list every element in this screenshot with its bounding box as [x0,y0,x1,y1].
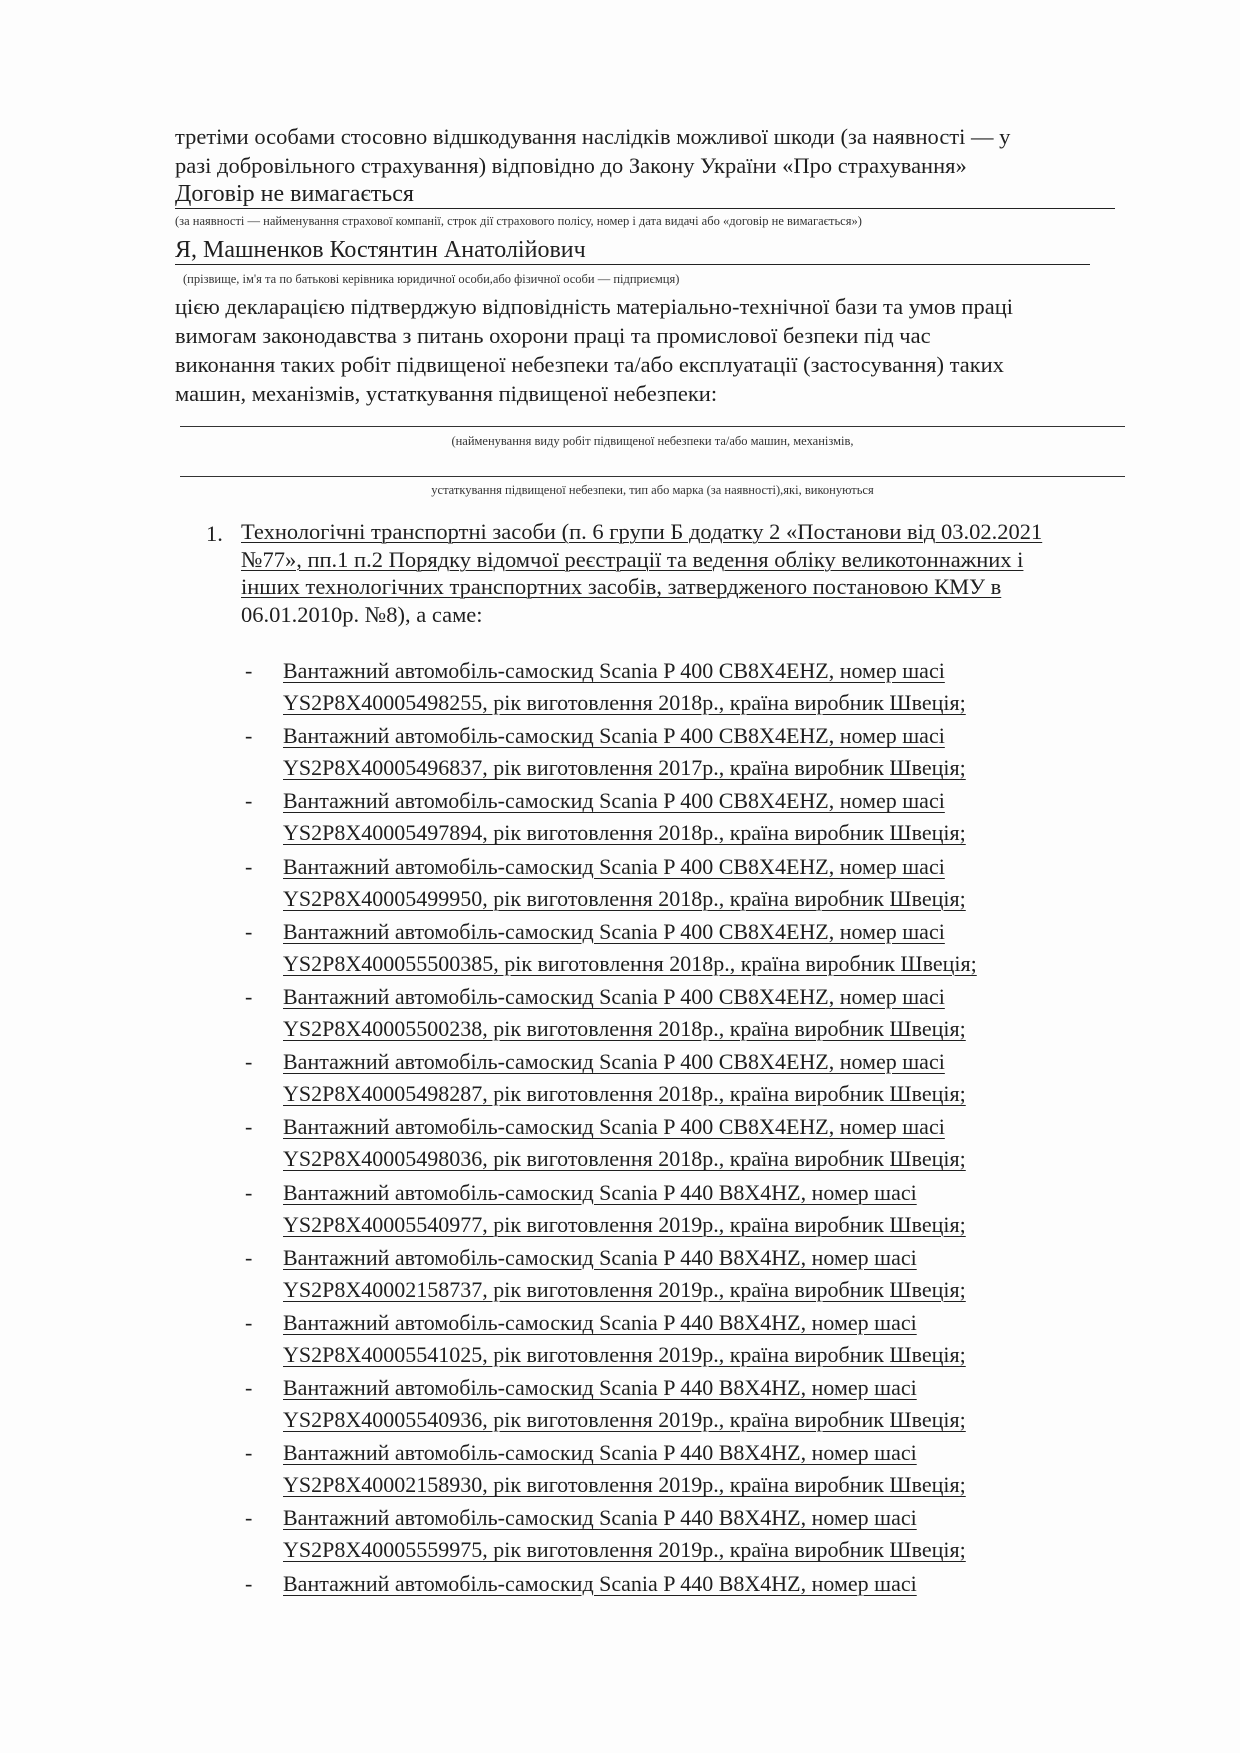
list-number: 1. [206,521,223,546]
insurance-caption: (за наявності — найменування страхової компанії, строк дії страхового полісу, номер і дата видачі або «договір не вимагається») [175,214,862,228]
vehicle-line: Вантажний автомобіль-самоскид Scania P 440 B8X4HZ, номер шасі [283,1505,917,1531]
vehicle-line: YS2P8X40005540936, рік виготовлення 2019р., країна виробник Швеція; [283,1407,966,1433]
declaration-line: виконання таких робіт підвищеної небезпеки та/або експлуатації (застосування) таких [175,352,1004,377]
vehicle-item [245,1502,1145,1567]
equipment-blank-line [180,476,1125,477]
vehicle-line: YS2P8X40002158930, рік виготовлення 2019р., країна виробник Швеція; [283,1472,966,1498]
dash-bullet: - [245,1244,253,1270]
vehicle-item [245,1437,1145,1502]
dash-bullet: - [245,723,253,749]
dash-bullet: - [245,658,253,683]
vehicle-line: YS2P8X40005541025, рік виготовлення 2019р., країна виробник Швеція; [283,1341,966,1367]
vehicle-line: YS2P8X40005497894, рік виготовлення 2018р., країна виробник Швеція; [283,820,966,846]
name-field [175,236,1090,265]
vehicle-line: Вантажний автомобіль-самоскид Scania P 400 CB8X4EHZ, номер шасі [283,918,945,944]
name-value: Я, Машненков Костянтин Анатолійович [175,237,586,263]
vehicle-line: Вантажний автомобіль-самоскид Scania P 400 CB8X4EHZ, номер шасі [283,658,945,683]
equipment-caption: устаткування підвищеної небезпеки, тип або марка (за наявності),які, виконуються [431,483,874,497]
vehicle-item [245,1242,1145,1307]
works-caption: (найменування виду робіт підвищеної небезпеки та/або машин, механізмів, [451,434,854,448]
dash-bullet: - [245,1570,253,1596]
vehicle-line: YS2P8X40005540977, рік виготовлення 2019р., країна виробник Швеція; [283,1211,966,1237]
intro-paragraph [175,122,1115,180]
insurance-value: Договір не вимагається [175,181,414,207]
list-item-text [241,518,1144,628]
dash-bullet: - [245,983,253,1009]
dash-bullet: - [245,853,253,879]
dash-bullet: - [245,788,253,814]
dash-bullet: - [245,1179,253,1205]
dash-bullet: - [245,1309,253,1335]
insurance-field [175,180,1115,209]
dash-bullet: - [245,1049,253,1075]
vehicle-item [245,1568,1145,1633]
vehicle-line: YS2P8X40005499950, рік виготовлення 2018р., країна виробник Швеція; [283,885,966,911]
vehicle-line: Вантажний автомобіль-самоскид Scania P 400 CB8X4EHZ, номер шасі [283,853,945,879]
vehicle-line: YS2P8X40005496837, рік виготовлення 2017р., країна виробник Швеція; [283,755,966,781]
vehicle-line: Вантажний автомобіль-самоскид Scania P 400 CB8X4EHZ, номер шасі [283,1114,945,1140]
vehicle-line: Вантажний автомобіль-самоскид Scania P 440 B8X4HZ, номер шасі [283,1179,917,1205]
vehicle-item [245,655,1145,720]
vehicle-item [245,1307,1145,1372]
declaration-line: машин, механізмів, устаткування підвищеної небезпеки: [175,381,718,406]
list-item-line: інших технологічних транспортних засобів, затвердженого постановою КМУ в [241,574,1002,599]
vehicle-list [245,655,1145,1633]
list-item-line: №77», пп.1 п.2 Порядку відомчої реєстрації та ведення обліку великотоннажних і [241,546,1024,572]
vehicle-line: Вантажний автомобіль-самоскид Scania P 440 B8X4HZ, номер шасі [283,1440,917,1466]
vehicle-line: Вантажний автомобіль-самоскид Scania P 400 CB8X4EHZ, номер шасі [283,1049,945,1075]
declaration-paragraph [175,292,1115,408]
dash-bullet: - [245,1114,253,1140]
intro-line: разі добровільного страхування) відповідно до Закону України «Про страхування» [175,153,967,178]
vehicle-line: YS2P8X40002158737, рік виготовлення 2019р., країна виробник Швеція; [283,1276,966,1302]
dash-bullet: - [245,1505,253,1531]
name-caption: (прізвище, ім'я та по батькові керівника юридичної особи,або фізичної особи — підприємця) [183,272,680,286]
vehicle-item [245,1177,1145,1242]
vehicle-line: YS2P8X400055500385, рік виготовлення 2018р., країна виробник Швеція; [283,950,977,976]
vehicle-line: Вантажний автомобіль-самоскид Scania P 400 CB8X4EHZ, номер шасі [283,723,945,749]
vehicle-item [245,720,1145,785]
vehicle-line: Вантажний автомобіль-самоскид Scania P 400 CB8X4EHZ, номер шасі [283,983,945,1009]
vehicle-line: Вантажний автомобіль-самоскид Scania P 440 B8X4HZ, номер шасі [283,1244,917,1270]
declaration-line: вимогам законодавства з питань охорони праці та промислової безпеки під час [175,323,931,348]
vehicle-line: YS2P8X40005498255, рік виготовлення 2018р., країна виробник Швеція; [283,690,966,715]
vehicle-line: Вантажний автомобіль-самоскид Scania P 440 B8X4HZ, номер шасі [283,1375,917,1401]
vehicle-item [245,851,1145,916]
vehicle-line: YS2P8X40005498287, рік виготовлення 2018р., країна виробник Швеція; [283,1081,966,1107]
declaration-line: цією декларацією підтверджую відповідність матеріально-технічної бази та умов праці [175,294,1013,319]
vehicle-item [245,1372,1145,1437]
vehicle-line: YS2P8X40005498036, рік виготовлення 2018р., країна виробник Швеція; [283,1146,966,1172]
vehicle-line: Вантажний автомобіль-самоскид Scania P 440 B8X4HZ, номер шасі [283,1309,917,1335]
vehicle-item [245,1046,1145,1111]
vehicle-line: Вантажний автомобіль-самоскид Scania P 440 B8X4HZ, номер шасі [283,1570,917,1596]
vehicle-item [245,785,1145,850]
intro-line: третіми особами стосовно відшкодування наслідків можливої шкоди (за наявності — у [175,124,1011,149]
dash-bullet: - [245,1440,253,1466]
list-item-line: 06.01.2010р. №8), а саме: [241,601,483,627]
vehicle-line: YS2P8X40005559975, рік виготовлення 2019р., країна виробник Швеція; [283,1537,966,1563]
vehicle-item [245,916,1145,981]
vehicle-item [245,981,1145,1046]
vehicle-line: YS2P8X40005500238, рік виготовлення 2018р., країна виробник Швеція; [283,1015,966,1041]
dash-bullet: - [245,918,253,944]
dash-bullet: - [245,1375,253,1401]
list-item-line: Технологічні транспортні засоби (п. 6 групи Б додатку 2 «Постанови від 03.02.2021 [241,519,1043,544]
works-blank-line [180,426,1125,427]
vehicle-line: Вантажний автомобіль-самоскид Scania P 400 CB8X4EHZ, номер шасі [283,788,945,814]
vehicle-item [245,1111,1145,1176]
